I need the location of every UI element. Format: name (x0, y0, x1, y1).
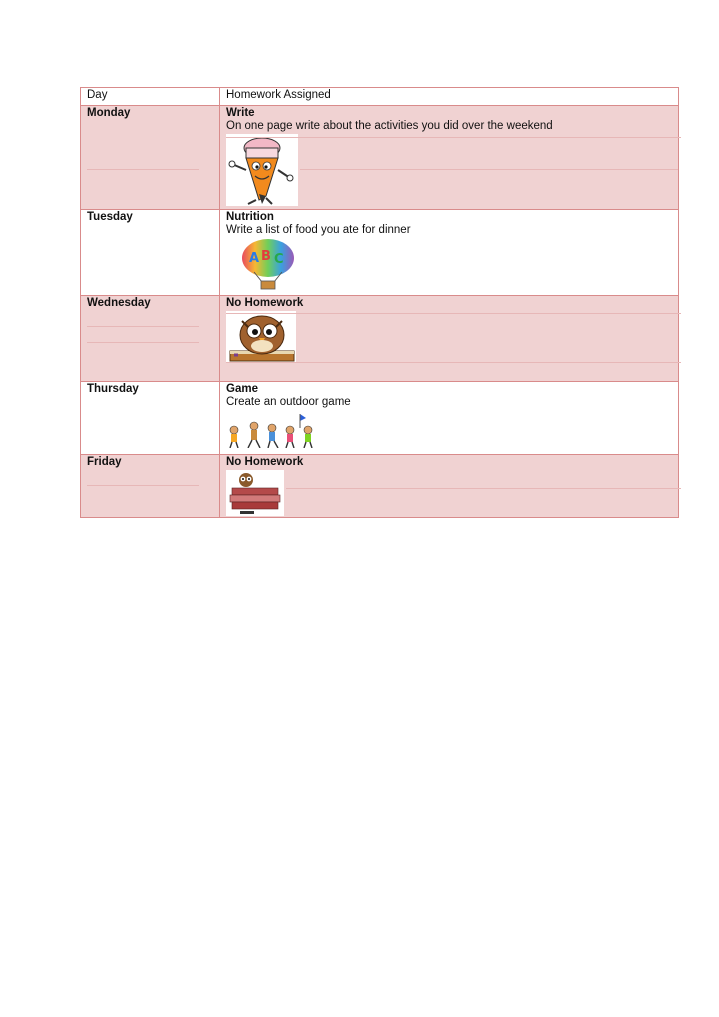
day-cell (81, 106, 220, 210)
homework-title: Game (226, 383, 258, 395)
divider (87, 326, 199, 327)
day-cell (81, 296, 220, 382)
table-row (81, 210, 679, 296)
day-label: Friday (87, 456, 122, 468)
homework-title: No Homework (226, 456, 304, 468)
homework-description: Create an outdoor game (226, 396, 351, 408)
homework-schedule (80, 87, 679, 518)
day-label: Wednesday (87, 297, 151, 309)
day-label: Thursday (87, 383, 139, 395)
divider (87, 169, 199, 170)
homework-title: Write (226, 107, 255, 119)
svg-text:C: C (274, 252, 284, 267)
kids-playing-icon (226, 412, 320, 448)
table-row (81, 455, 679, 518)
divider (226, 313, 681, 314)
day-cell (81, 455, 220, 518)
divider (87, 342, 199, 343)
homework-cell (220, 382, 679, 455)
divider (286, 488, 681, 489)
svg-text:B: B (261, 249, 271, 264)
owl-books-icon (226, 470, 284, 516)
header-day: Day (81, 88, 220, 106)
abc-balloon-icon (232, 238, 304, 290)
pencil-character-icon (226, 134, 298, 206)
day-label: Tuesday (87, 211, 133, 223)
homework-description: On one page write about the activities you did over the weekend (226, 120, 553, 132)
day-label: Monday (87, 107, 131, 119)
header-homework: Homework Assigned (220, 88, 679, 106)
homework-cell (220, 210, 679, 296)
homework-description: Write a list of food you ate for dinner (226, 224, 411, 236)
table-header-row (81, 88, 679, 106)
divider (300, 169, 678, 170)
homework-cell (220, 455, 679, 518)
table-row (81, 296, 679, 382)
divider (226, 362, 681, 363)
owl-on-book-icon (226, 311, 296, 363)
divider (87, 485, 199, 486)
divider (226, 137, 681, 138)
homework-title: No Homework (226, 297, 304, 309)
homework-cell (220, 296, 679, 382)
homework-title: Nutrition (226, 211, 274, 223)
table-row (81, 106, 679, 210)
table-row (81, 382, 679, 455)
day-cell (81, 210, 220, 296)
homework-cell (220, 106, 679, 210)
homework-table (80, 87, 679, 518)
svg-text:A: A (249, 251, 260, 266)
day-cell (81, 382, 220, 455)
